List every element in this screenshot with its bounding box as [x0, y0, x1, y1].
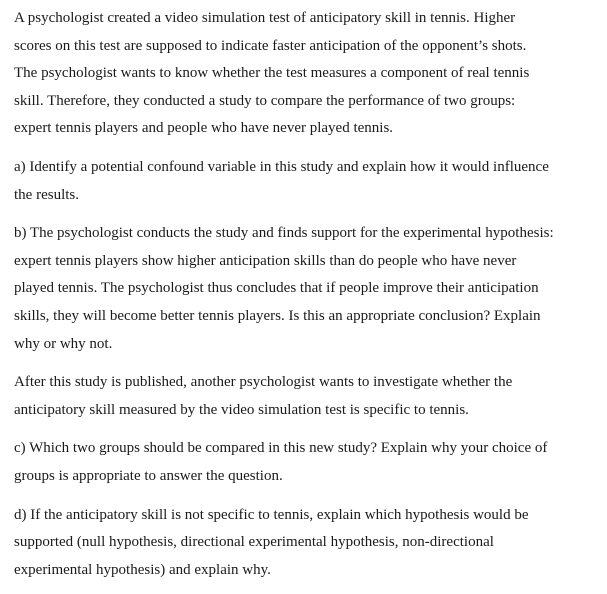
question-d-paragraph	[14, 502, 597, 585]
text-line: c) Which two groups should be compared in this new study? Explain why your choice of	[14, 440, 548, 457]
text-line: scores on this test are supposed to indicate faster anticipation of the opponent’s shots.	[14, 37, 527, 54]
text-line: experimental hypothesis) and explain why.	[14, 561, 271, 578]
text-line: expert tennis players show higher anticipation skills than do people who have never	[14, 252, 517, 269]
text-line: After this study is published, another psychologist wants to investigate whether the	[14, 374, 513, 391]
text-line: skill. Therefore, they conducted a study to compare the performance of two groups:	[14, 92, 516, 109]
text-line: expert tennis players and people who have never played tennis.	[14, 120, 394, 137]
text-line: anticipatory skill measured by the video simulation test is specific to tennis.	[14, 401, 469, 418]
text-line: a) Identify a potential confound variable in this study and explain how it would influence	[14, 158, 549, 175]
question-b-paragraph	[14, 220, 597, 358]
text-line: A psychologist created a video simulation test of anticipatory skill in tennis. Higher	[14, 10, 516, 26]
followup-paragraph	[14, 369, 597, 424]
text-line: d) If the anticipatory skill is not specific to tennis, explain which hypothesis would be	[14, 506, 529, 523]
text-line: groups is appropriate to answer the question.	[14, 467, 283, 484]
text-line: supported (null hypothesis, directional experimental hypothesis, non-directional	[14, 534, 494, 551]
text-line: The psychologist wants to know whether the test measures a component of real tennis	[14, 65, 530, 82]
text-line: b) The psychologist conducts the study and finds support for the experimental hypothesis:	[14, 225, 554, 242]
text-line: the results.	[14, 186, 79, 203]
text-line: why or why not.	[14, 335, 113, 352]
text-line: skills, they will become better tennis players. Is this an appropriate conclusion? Explain	[14, 307, 541, 324]
question-a-paragraph	[14, 154, 597, 209]
intro-paragraph	[14, 5, 597, 143]
text-line: played tennis. The psychologist thus concludes that if people improve their anticipation	[14, 280, 539, 297]
question-c-paragraph	[14, 435, 597, 490]
